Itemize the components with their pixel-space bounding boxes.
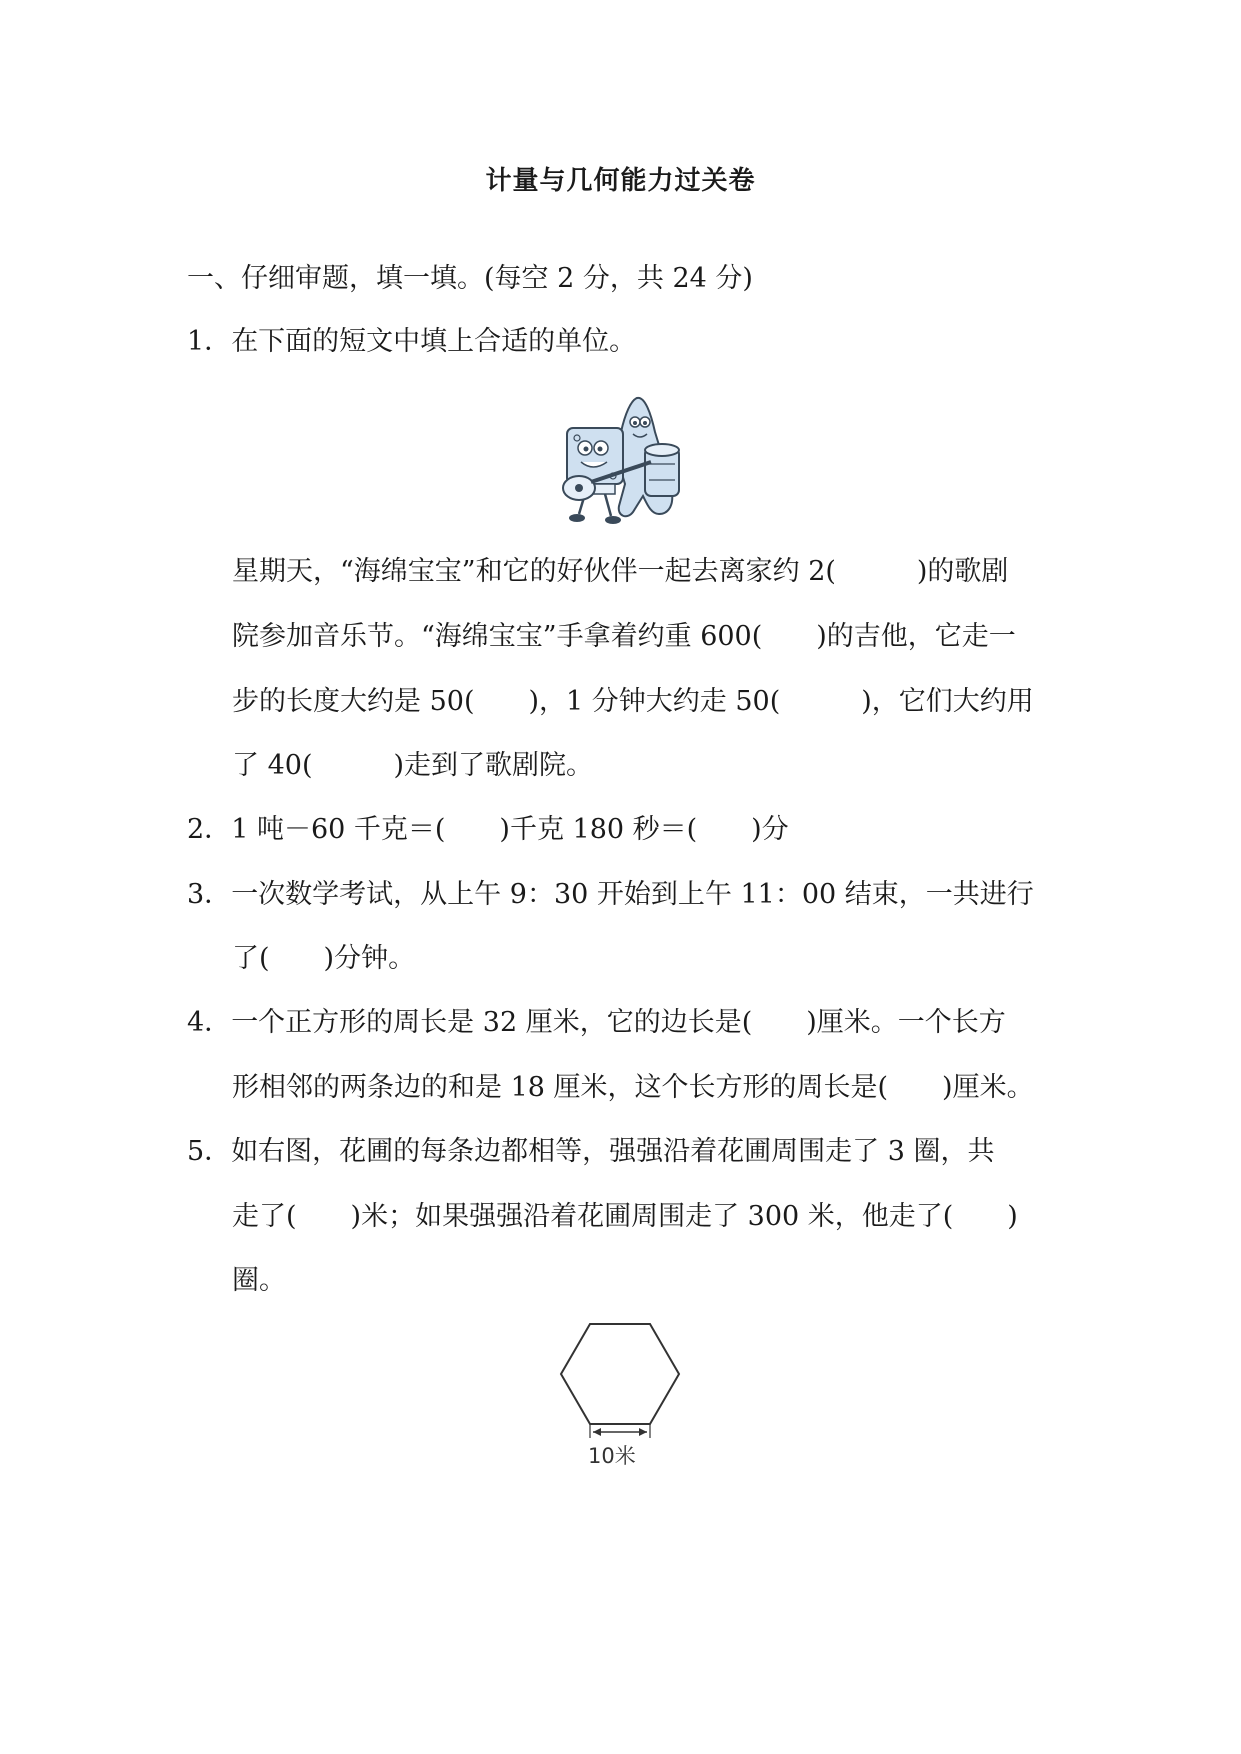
question-5 <box>187 1138 995 1165</box>
question-number: 2． <box>187 814 232 845</box>
question-4 <box>187 1009 1006 1036</box>
arrow-left-icon <box>593 1428 601 1436</box>
question-text: 在下面的短文中填上合适的单位。 <box>231 326 637 357</box>
question-number: 4． <box>187 1007 232 1038</box>
question-text: 一个正方形的周长是 32 厘米，它的边长是( )厘米。一个长方 <box>231 1007 1006 1038</box>
question-1 <box>187 328 636 355</box>
question-5-line-2: 走了( )米；如果强强沿着花圃周围走了 300 米，他走了( ) <box>232 1201 1018 1232</box>
question-5-line-3: 圈。 <box>232 1265 286 1296</box>
passage-line-1: 星期天，“海绵宝宝”和它的好伙伴一起去离家约 2( )的歌剧 <box>232 556 1009 587</box>
question-number: 5． <box>187 1136 232 1167</box>
question-3 <box>187 881 1034 908</box>
question-number: 1． <box>187 326 232 357</box>
page-title: 计量与几何能力过关卷 <box>485 166 756 196</box>
question-2 <box>187 816 789 843</box>
arrow-right-icon <box>639 1428 647 1436</box>
passage-line-2: 院参加音乐节。“海绵宝宝”手拿着约重 600( )的吉他，它走一 <box>232 621 1016 652</box>
passage-line-3: 步的长度大约是 50( )，1 分钟大约走 50( )，它们大约用 <box>232 686 1034 717</box>
question-3-line-2: 了( )分钟。 <box>232 943 416 974</box>
spongebob-patrick-illustration <box>555 392 695 528</box>
question-4-line-2: 形相邻的两条边的和是 18 厘米，这个长方形的周长是( )厘米。 <box>232 1072 1034 1103</box>
hexagon-garden-figure <box>555 1320 685 1445</box>
passage-line-4: 了 40( )走到了歌剧院。 <box>232 750 594 781</box>
section-heading: 一、仔细审题，填一填。(每空 2 分，共 24 分) <box>187 263 753 294</box>
side-length-label: 10米 <box>588 1444 636 1468</box>
question-text: 如右图，花圃的每条边都相等，强强沿着花圃周围走了 3 圈，共 <box>231 1136 995 1167</box>
question-text: 一次数学考试，从上午 9：30 开始到上午 11：00 结束，一共进行 <box>231 879 1034 910</box>
question-number: 3． <box>187 879 232 910</box>
question-text: 1 吨－60 千克＝( )千克 180 秒＝( )分 <box>231 814 789 845</box>
